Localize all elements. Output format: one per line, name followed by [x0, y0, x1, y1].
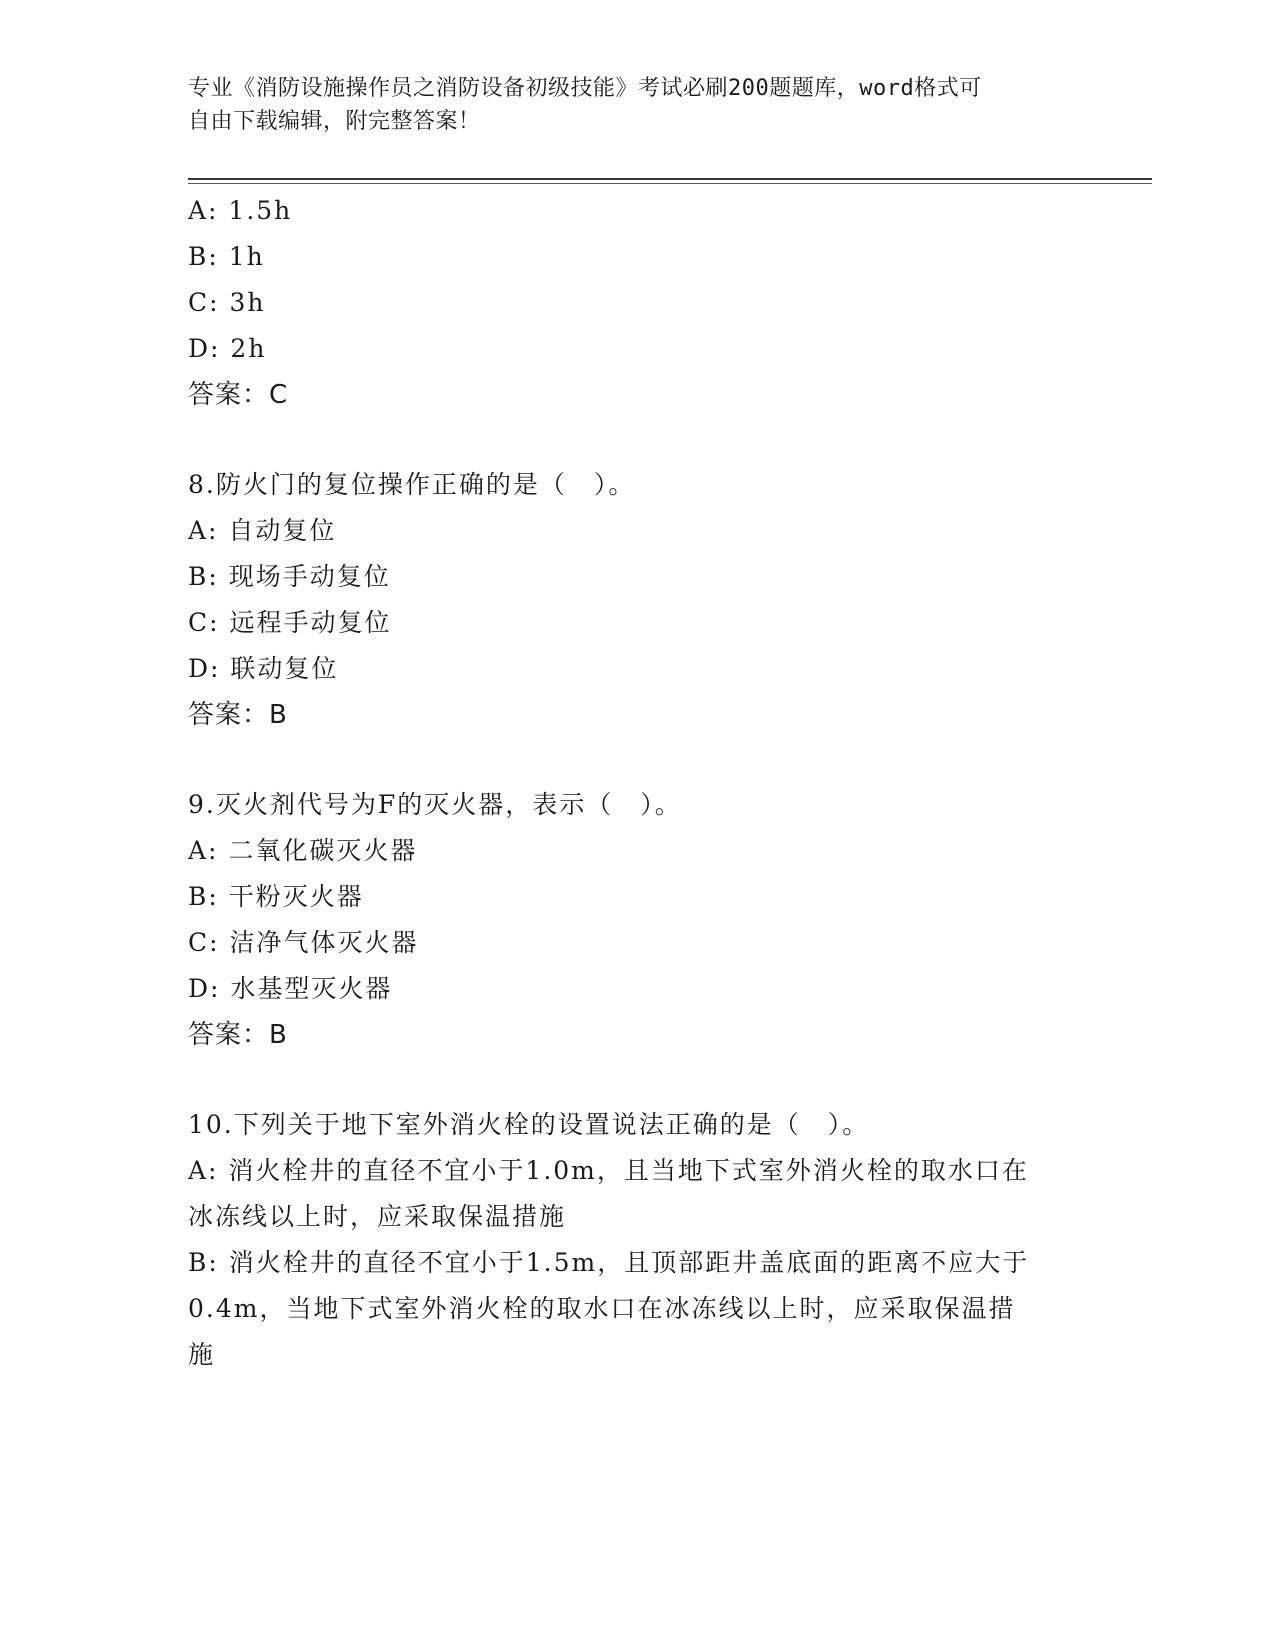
- q7-option-d: D: 2h: [188, 334, 267, 363]
- question-9-block: [188, 782, 1088, 1058]
- header-divider-thin: [188, 183, 1152, 184]
- q10-option-b-line-2: 0.4m，当地下式室外消火栓的取水口在冰冻线以上时，应采取保温措: [188, 1294, 1016, 1323]
- q10-option-b-line-1: B: 消火栓井的直径不宜小于1.5m，且顶部距井盖底面的距离不应大于: [188, 1248, 1030, 1277]
- q7-option-c: C: 3h: [188, 288, 266, 317]
- q9-question: 9.灭火剂代号为F的灭火器，表示（ ）。: [188, 790, 682, 819]
- header-divider-thick: [188, 178, 1152, 180]
- document-header: [188, 72, 1088, 138]
- q8-option-b: B: 现场手动复位: [188, 562, 391, 591]
- spacer: [188, 1058, 1088, 1102]
- q9-option-c: C: 洁净气体灭火器: [188, 928, 419, 957]
- q7-option-b: B: 1h: [188, 242, 265, 271]
- header-title-line-2: 自由下载编辑，附完整答案！: [188, 109, 481, 134]
- q8-option-a: A: 自动复位: [188, 516, 337, 545]
- q10-question: 10.下列关于地下室外消火栓的设置说法正确的是（ ）。: [188, 1110, 870, 1139]
- q10-option-a-line-2: 冰冻线以上时，应采取保温措施: [188, 1202, 567, 1231]
- spacer: [188, 418, 1088, 462]
- q9-option-b: B: 干粉灭火器: [188, 882, 364, 911]
- q10-option-a-line-1: A: 消火栓井的直径不宜小于1.0m，且当地下式室外消火栓的取水口在: [188, 1156, 1029, 1185]
- q9-answer: 答案：B: [188, 1020, 288, 1050]
- q8-question: 8.防火门的复位操作正确的是（ ）。: [188, 470, 636, 499]
- header-title-line-1: 专业《消防设施操作员之消防设备初级技能》考试必刷200题题库，word格式可: [188, 76, 982, 101]
- q7-option-a: A: 1.5h: [188, 196, 293, 225]
- question-list: [188, 188, 1088, 1378]
- spacer: [188, 738, 1088, 782]
- question-7-block: [188, 188, 1088, 418]
- q7-answer: 答案：C: [188, 380, 289, 410]
- q9-option-a: A: 二氧化碳灭火器: [188, 836, 418, 865]
- q9-option-d: D: 水基型灭火器: [188, 974, 393, 1003]
- q10-option-b-line-3: 施: [188, 1340, 216, 1369]
- q8-option-d: D: 联动复位: [188, 654, 339, 683]
- question-8-block: [188, 462, 1088, 738]
- question-10-block: [188, 1102, 1088, 1378]
- q8-answer: 答案：B: [188, 700, 288, 730]
- q8-option-c: C: 远程手动复位: [188, 608, 392, 637]
